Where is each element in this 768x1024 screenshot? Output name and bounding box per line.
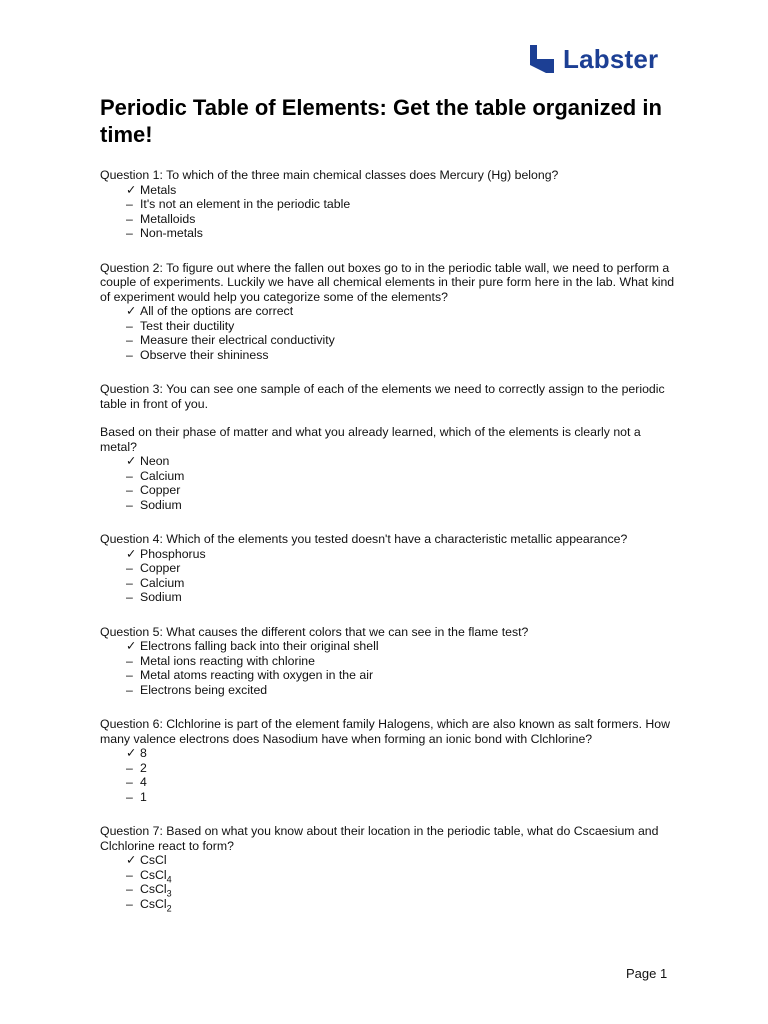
dash-icon: –	[126, 867, 133, 882]
answer-label: CsCl	[140, 882, 167, 896]
dash-icon: –	[126, 197, 133, 211]
labster-logo-text: Labster	[563, 44, 659, 74]
answer-label: Sodium	[140, 590, 182, 604]
question-text: Based on their phase of matter and what you already learned, which of the elements is clearly not a metal?	[100, 425, 641, 454]
answer-list	[100, 639, 680, 697]
answer-option	[126, 212, 680, 227]
dash-icon: –	[126, 668, 133, 682]
answer-label: Phosphorus	[140, 546, 206, 561]
answer-label: 1	[140, 789, 147, 804]
answer-label: Metalloids	[140, 211, 196, 226]
answer-subscript: 2	[166, 902, 172, 913]
answer-option	[126, 761, 680, 776]
checkmark-icon: ✓	[126, 454, 137, 468]
answer-label: CsCl	[140, 867, 167, 882]
checkmark-icon: ✓	[126, 182, 137, 197]
answer-subscript: 3	[166, 888, 172, 899]
answer-option	[126, 483, 680, 498]
answer-label: CsCl	[140, 853, 167, 867]
question-text: Question 6: Clchlorine is part of the element family Halogens, which are also known as salt formers. How many valence electrons does Nasodium have when forming an ionic bond with Clchlorine?	[100, 717, 671, 746]
answer-option	[126, 668, 680, 683]
question-text: Question 5: What causes the different colors that we can see in the flame test?	[100, 624, 529, 639]
question-text: Question 4: Which of the elements you tested doesn't have a characteristic metallic appearance?	[100, 532, 628, 546]
answer-label: Metal ions reacting with chlorine	[140, 653, 315, 668]
dash-icon: –	[126, 318, 133, 333]
answer-label: Metals	[140, 182, 177, 197]
answer-label: Metal atoms reacting with oxygen in the air	[140, 668, 374, 682]
answer-option	[126, 561, 680, 576]
answer-label: Copper	[140, 561, 181, 575]
answer-label: 8	[140, 746, 147, 760]
answer-option	[126, 882, 680, 897]
dash-icon: –	[126, 226, 133, 240]
answer-label: Neon	[140, 454, 170, 468]
answer-option	[126, 333, 680, 348]
answer-label: 4	[140, 775, 147, 789]
question-text: Question 3: You can see one sample of each of the elements we need to correctly assign to the periodic table in front of you.	[100, 382, 665, 411]
answer-label: Calcium	[140, 468, 185, 483]
answer-list	[100, 853, 680, 911]
answer-list	[100, 547, 680, 605]
dash-icon: –	[126, 653, 133, 668]
dash-icon: –	[126, 483, 133, 497]
answer-option	[126, 897, 680, 912]
labster-logo	[529, 44, 658, 74]
answer-option	[126, 226, 680, 241]
answer-correct	[126, 746, 680, 761]
dash-icon: –	[126, 468, 133, 483]
question-5	[100, 625, 680, 698]
dash-icon: –	[126, 561, 133, 575]
answer-list	[100, 746, 680, 804]
answer-label: Electrons falling back into their original shell	[140, 639, 379, 653]
question-4	[100, 532, 680, 605]
answer-option	[126, 348, 680, 363]
answer-label: Electrons being excited	[140, 682, 268, 697]
answer-option	[126, 775, 680, 790]
answer-option	[126, 469, 680, 484]
question-text: Question 7: Based on what you know about their location in the periodic table, what do Cscaesium and Clchlorine react to form?	[100, 824, 659, 853]
dash-icon: –	[126, 882, 133, 896]
answer-correct	[126, 304, 680, 319]
checkmark-icon: ✓	[126, 853, 137, 867]
answer-label: Observe their shininess	[140, 347, 269, 362]
dash-icon: –	[126, 333, 133, 347]
question-6	[100, 717, 680, 804]
answer-label: 2	[140, 760, 147, 775]
answer-label: Copper	[140, 483, 181, 497]
question-7	[100, 824, 680, 911]
answer-correct	[126, 639, 680, 654]
answer-list	[100, 304, 680, 362]
dash-icon: –	[126, 682, 133, 697]
question-1	[100, 168, 680, 241]
question-2	[100, 261, 680, 363]
checkmark-icon: ✓	[126, 304, 137, 318]
answer-option	[126, 498, 680, 513]
answer-label: It's not an element in the periodic table	[140, 197, 351, 211]
answer-label: All of the options are correct	[140, 304, 294, 318]
answer-subscript: 4	[166, 873, 172, 884]
checkmark-icon: ✓	[126, 639, 137, 653]
question-3	[100, 382, 680, 512]
answer-correct	[126, 454, 680, 469]
answer-option	[126, 654, 680, 669]
dash-icon: –	[126, 590, 133, 604]
page-title: Periodic Table of Elements: Get the table organized in time!	[100, 95, 662, 147]
answer-correct	[126, 183, 680, 198]
answer-option	[126, 590, 680, 605]
dash-icon: –	[126, 575, 133, 590]
answer-option	[126, 319, 680, 334]
answer-option	[126, 790, 680, 805]
answer-option	[126, 576, 680, 591]
answer-list	[100, 454, 680, 512]
labster-logo-icon	[529, 44, 555, 74]
question-list	[100, 168, 680, 931]
answer-option	[126, 683, 680, 698]
dash-icon: –	[126, 760, 133, 775]
question-text: Question 2: To figure out where the fallen out boxes go to in the periodic table wall, we need to perform a couple of experiments. Luckily we have all chemical elements in their pure form here in the lab. What kind of experiment would help you categorize some of the elements?	[100, 260, 675, 304]
answer-label: Measure their electrical conductivity	[140, 333, 335, 347]
answer-option	[126, 868, 680, 883]
answer-correct	[126, 547, 680, 562]
answer-label: Calcium	[140, 575, 185, 590]
answer-label: CsCl	[140, 896, 167, 911]
dash-icon: –	[126, 347, 133, 362]
answer-correct	[126, 853, 680, 868]
answer-label: Test their ductility	[140, 318, 235, 333]
dash-icon: –	[126, 497, 133, 512]
answer-option	[126, 197, 680, 212]
dash-icon: –	[126, 775, 133, 789]
dash-icon: –	[126, 211, 133, 226]
answer-label: Sodium	[140, 497, 182, 512]
page-number: Page 1	[626, 966, 668, 981]
dash-icon: –	[126, 789, 133, 804]
checkmark-icon: ✓	[126, 746, 137, 760]
question-text: Question 1: To which of the three main chemical classes does Mercury (Hg) belong?	[100, 168, 559, 182]
answer-list	[100, 183, 680, 241]
answer-label: Non-metals	[140, 226, 203, 240]
checkmark-icon: ✓	[126, 546, 137, 561]
dash-icon: –	[126, 896, 133, 911]
